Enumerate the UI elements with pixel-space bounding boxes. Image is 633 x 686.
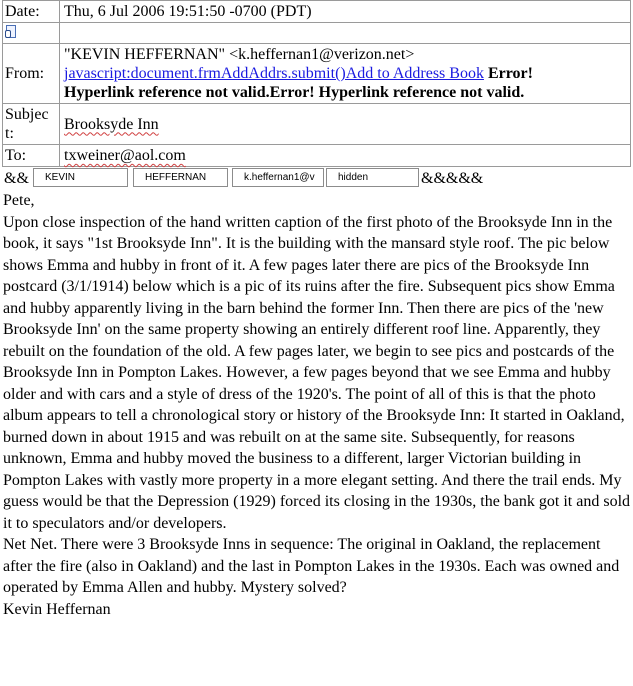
from-label: From:: [3, 44, 60, 104]
greeting: Pete,: [3, 192, 35, 209]
from-row: [3, 44, 631, 104]
email-header-table: [2, 0, 631, 167]
add-to-address-book-link[interactable]: javascript:document.frmAddAddrs.submit()Add to Address Book: [64, 65, 484, 82]
subject-row: [3, 104, 631, 145]
email-field[interactable]: k.heffernan1@v: [232, 168, 324, 187]
signature: Kevin Heffernan: [3, 600, 111, 618]
subject-label: Subject:: [3, 104, 60, 145]
last-name-field[interactable]: HEFFERNAN: [133, 168, 228, 187]
subject-value: Brooksyde Inn: [64, 115, 159, 133]
error-text-1: Error!: [487, 65, 533, 82]
from-cell: [60, 44, 631, 104]
hidden-field-row: [0, 168, 633, 189]
attachment-row: [3, 23, 631, 44]
date-value: Thu, 6 Jul 2006 19:51:50 -0700 (PDT): [60, 1, 631, 23]
date-row: [3, 1, 631, 23]
from-value: "KEVIN HEFFERNAN" <k.heffernan1@verizon.net>: [64, 46, 415, 63]
ampersand-left: &&: [4, 170, 29, 187]
to-row: [3, 145, 631, 167]
message-paragraph-2: Net Net. There were 3 Brooksyde Inns in sequence: The original in Oakland, the replacement after the fire (also in Oakland) and the last in Pompton Lakes in the 1930s. Each was owned and operated by Emma Allen and hubby. Mystery solved?: [3, 536, 620, 596]
attachment-icon[interactable]: [5, 25, 16, 38]
hidden-field[interactable]: hidden: [326, 168, 419, 187]
first-name-field[interactable]: KEVIN: [33, 168, 128, 187]
to-value: txweiner@aol.com: [64, 147, 186, 164]
ampersand-right: &&&&&: [421, 170, 484, 187]
to-label: To:: [3, 145, 60, 167]
message-paragraph-1: Upon close inspection of the hand written caption of the first photo of the Brooksyde Inn in the book, it says "1st Brooksyde Inn". It is the building with the mansard style roof. The pic below shows Emma and hubby in front of it. A few pages later there are pics of the Brooksyde Inn postcard (3/1/1914) below which is a pic of its ruins after the fire. Subsequent pics show Emma and hubby apparently living in the barn behind the former Inn. Then there are pics of the 'new Brooksyde Inn' on the same property showing an entirely different roof line. Apparently, they rebuilt on the foundation of the old. A few pages later, we begin to see pics and postcards of the Brooksyde Inn in Pompton Lakes. However, a few pages beyond that we see Emma and hubby older and with cars and a style of dress of the 1920's. The point of all of this is that the photo album appears to tell a chronological story or history of the Brooksyde Inn: It started in Oakland, burned down in about 1915 and was rebuilt on at the same site. Subsequently, for reasons unknown, Emma and hubby moved the business to a different, larger Victorian building in Pompton Lakes with vastly more property in a more elegant setting. And there the trail ends. My guess would be that the Depression (1929) forced its closing in the 1930s, the bank got it and sold it to speculators and/or developers.: [3, 213, 631, 532]
date-label: Date:: [3, 1, 60, 23]
error-text-2: Hyperlink reference not valid.Error! Hyperlink reference not valid.: [64, 84, 525, 101]
message-body: [0, 189, 633, 620]
